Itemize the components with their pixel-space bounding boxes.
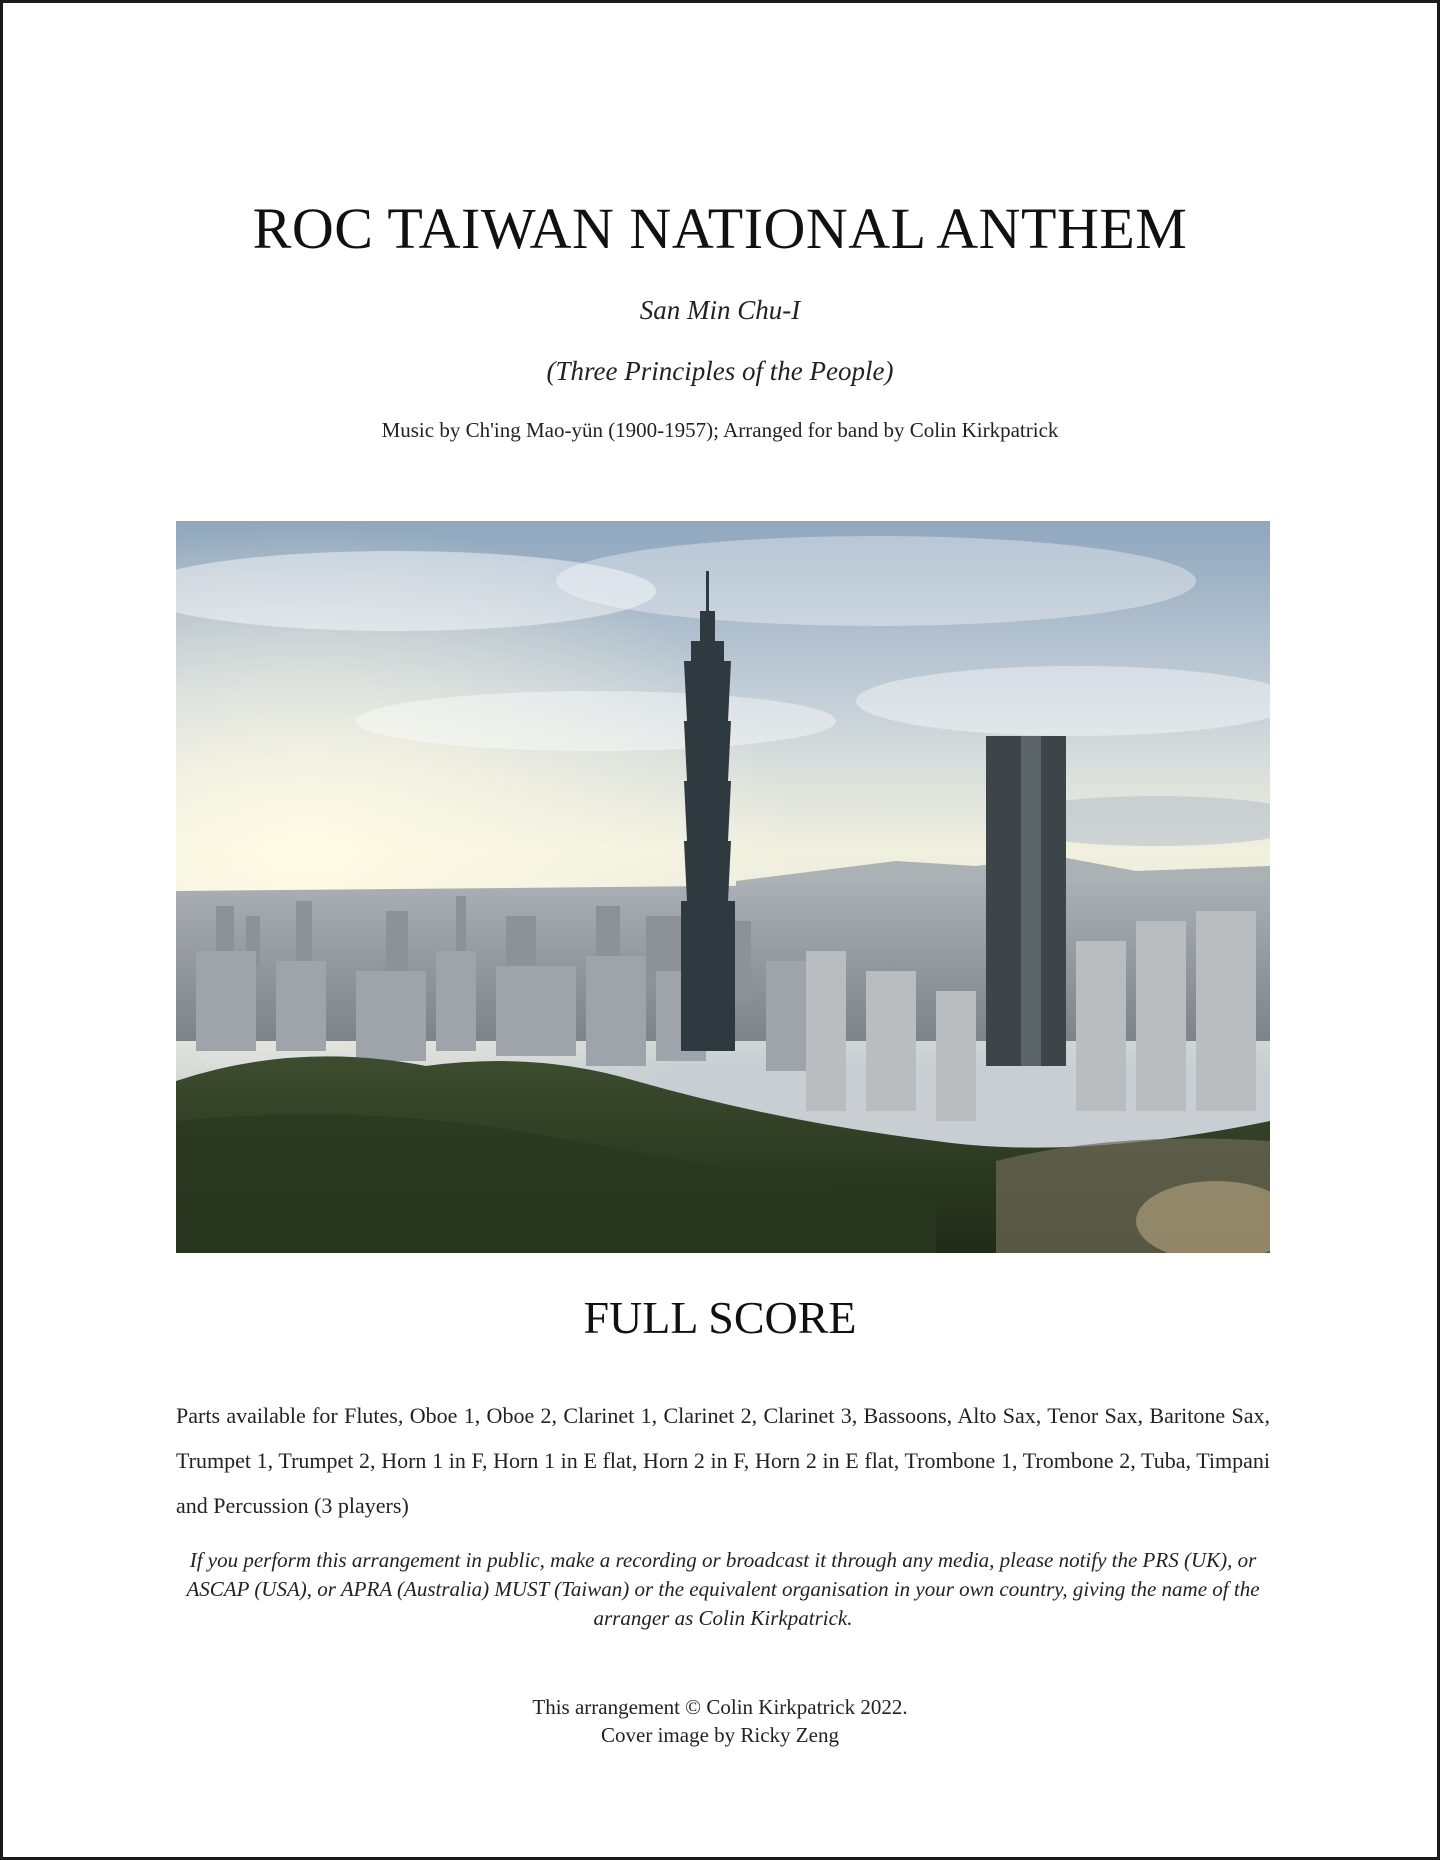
subtitle-translation: (Three Principles of the People) (546, 356, 894, 386)
performance-notice: If you perform this arrangement in public, make a recording or broadcast it through any media, please notify the PRS (UK), or ASCAP (USA), or APRA (Australia) MUST (Taiwan) or the equivalent organisation in your own country, giving the name of the arranger as Colin Kirkpatrick. (186, 1548, 1260, 1630)
taipei-skyline-photo-icon (176, 521, 1270, 1253)
copyright-line: This arrangement © Colin Kirkpatrick 2022. (532, 1695, 908, 1719)
cover-image-credit: Cover image by Ricky Zeng (601, 1723, 839, 1747)
parts-list: Parts available for Flutes, Oboe 1, Oboe 2, Clarinet 1, Clarinet 2, Clarinet 3, Bassoons, Alto Sax, Tenor Sax, Baritone Sax, Trumpet 1, Trumpet 2, Horn 1 in F, Horn 1 in E flat, Horn 2 in F, Horn 2 in E flat, Trombone 1, Trombone 2, Tuba, Timpani and Percussion (3 players) (176, 1403, 1270, 1518)
cover-image (176, 521, 1270, 1253)
score-label: FULL SCORE (583, 1292, 857, 1343)
page-title: ROC TAIWAN NATIONAL ANTHEM (252, 196, 1188, 261)
copyright-block (3, 1693, 1437, 1749)
composer-arranger-credit: Music by Ch'ing Mao-yün (1900-1957); Arranged for band by Colin Kirkpatrick (381, 418, 1059, 442)
subtitle: San Min Chu-I (639, 295, 801, 325)
